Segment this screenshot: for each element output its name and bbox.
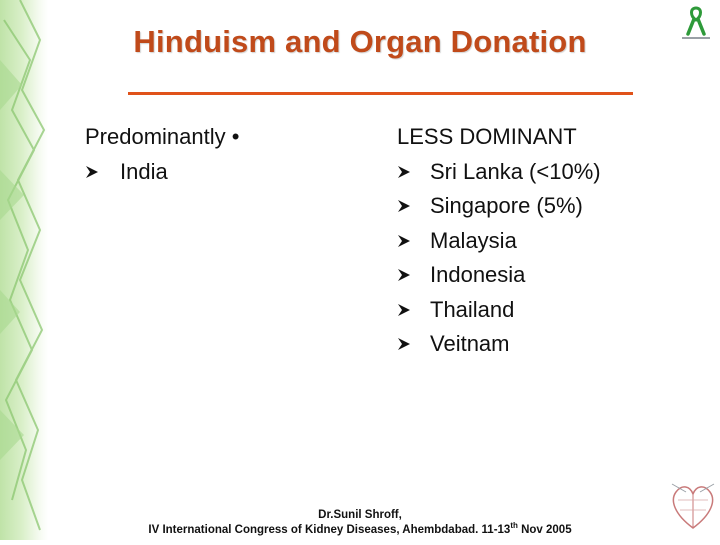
country-label: India	[120, 158, 168, 184]
title-underline	[128, 92, 633, 95]
list-item	[397, 155, 601, 190]
list-item	[397, 224, 601, 259]
column-heading	[397, 120, 601, 155]
predominant-heading: Predominantly •	[85, 124, 240, 149]
slide-title: Hinduism and Organ Donation	[133, 24, 587, 59]
footer-event-date: Nov 2005	[517, 524, 572, 536]
list-item	[397, 293, 601, 328]
decorative-left-band	[0, 0, 48, 540]
footer-event-text: IV International Congress of Kidney Diseases, Ahembdabad. 11-13	[148, 524, 511, 536]
list-item	[397, 258, 601, 293]
arrowhead-bullet-icon	[397, 337, 411, 351]
country-label: Sri Lanka (<10%)	[430, 158, 601, 184]
arrowhead-bullet-icon	[397, 268, 411, 282]
list-item	[397, 189, 601, 224]
predominant-column	[85, 120, 239, 189]
arrowhead-bullet-icon	[397, 165, 411, 179]
list-item	[85, 155, 239, 190]
country-label: Singapore (5%)	[430, 193, 583, 218]
less-dominant-column	[397, 120, 601, 362]
foliage-pattern-icon	[0, 0, 48, 540]
footer-author: Dr.Sunil Shroff,	[318, 509, 402, 521]
arrowhead-bullet-icon	[85, 165, 99, 179]
country-label: Thailand	[430, 296, 515, 322]
slide-footer	[0, 508, 720, 538]
less-dominant-heading: LESS DOMINANT	[397, 124, 577, 149]
kidney-heart-logo	[666, 470, 720, 540]
country-label: Veitnam	[430, 331, 510, 356]
column-heading	[85, 120, 239, 155]
country-label: Malaysia	[430, 227, 517, 253]
organ-logo-icon	[666, 470, 720, 540]
arrowhead-bullet-icon	[397, 199, 411, 213]
list-item	[397, 327, 601, 362]
arrowhead-bullet-icon	[397, 303, 411, 317]
footer-event	[0, 523, 720, 538]
country-label: Indonesia	[430, 262, 526, 287]
arrowhead-bullet-icon	[397, 234, 411, 248]
footer-event-superscript: th	[510, 521, 518, 531]
